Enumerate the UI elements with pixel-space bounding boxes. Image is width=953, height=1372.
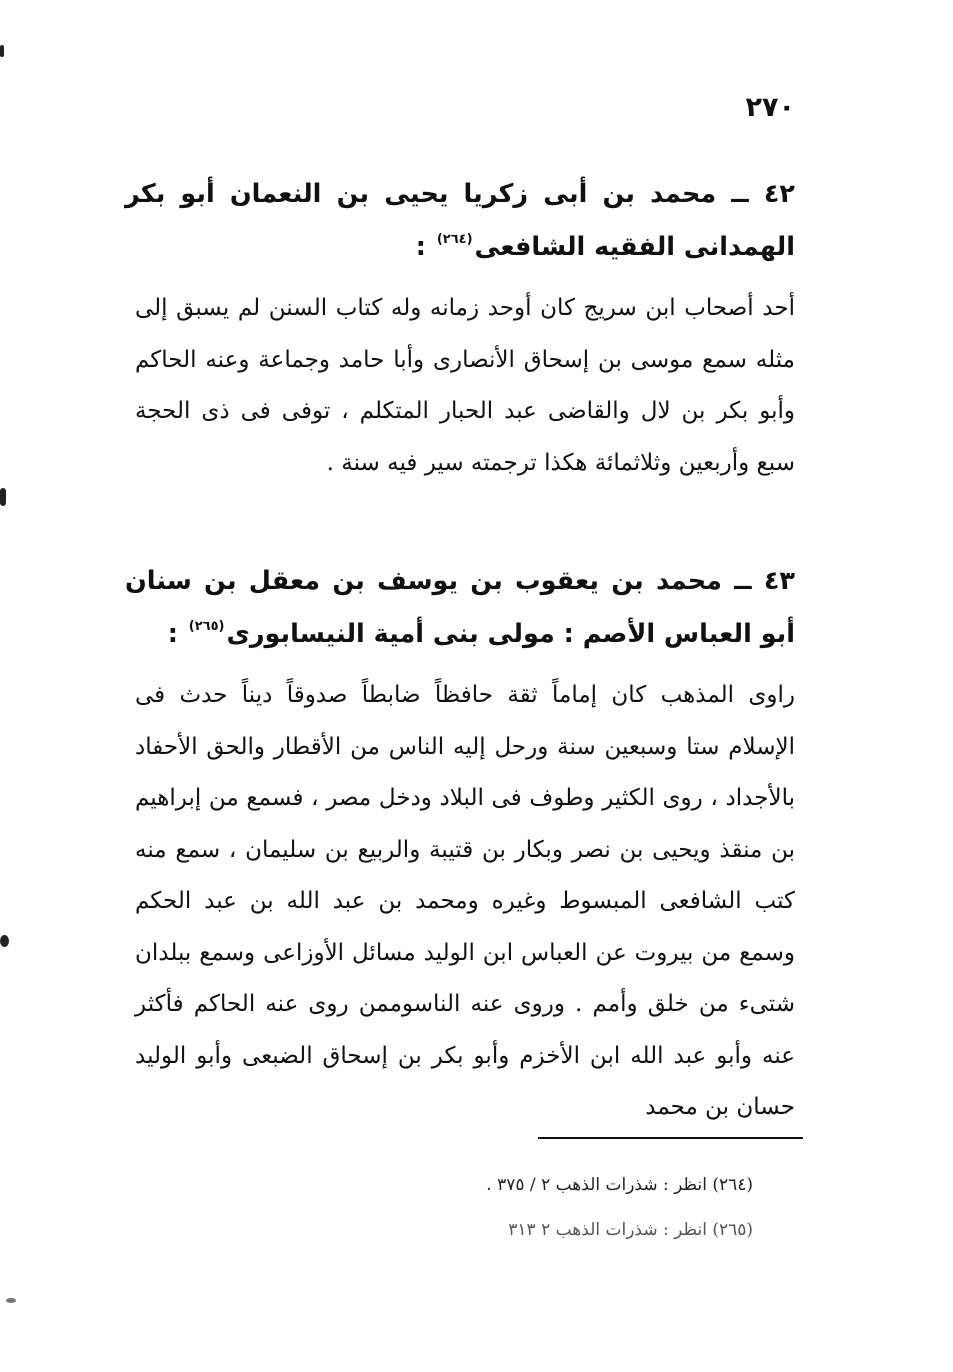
scan-speck-left-top <box>0 45 4 57</box>
entry-43-heading-colon: : <box>167 619 178 649</box>
footnote-264: (٢٦٤) انظر : شذرات الذهب ٢ / ٣٧٥ . <box>486 1175 753 1195</box>
footnote-ref-265: (٢٦٥) <box>188 619 225 634</box>
entry-43-heading-text: ٤٣ ــ محمد بن يعقوب بن يوسف بن معقل بن سنان أبو العباس الأصم : مولى بنى أمية النيسابورى <box>125 566 795 649</box>
scan-speck-left-lower <box>0 935 9 947</box>
footnote-265: (٢٦٥) انظر : شذرات الذهب ٢ ٣١٣ <box>508 1220 753 1240</box>
entry-42-body: أحد أصحاب ابن سريج كان أوحد زمانه وله كتاب السنن لم يسبق إلى مثله سمع موسى بن إسحاق الأنصارى وأبا حامد وجماعة وعنه الحاكم وأبو بكر بن لال والقاضى عبد الحبار المتكلم ، توفى فى ذى الحجة سبع وأربعين وثلاثمائة هكذا ترجمته سير فيه سنة . <box>135 295 795 476</box>
entry-42-heading <box>125 168 795 274</box>
scan-speck-bottom-left <box>6 1298 16 1303</box>
scan-speck-left-middle <box>0 488 6 506</box>
entry-42-heading-text: ٤٢ ــ محمد بن أبى زكريا يحيى بن النعمان أبو بكر الهمدانى الفقيه الشافعى <box>125 179 795 262</box>
footnote-ref-264: (٢٦٤) <box>436 232 473 247</box>
page-number: ٢٧٠ <box>745 92 795 123</box>
entry-42-heading-colon: : <box>415 232 426 262</box>
entry-43-body: راوى المذهب كان إماماً ثقة حافظاً ضابطاً صدوقاً ديناً حدث فى الإسلام ستا وسبعين سنة ورحل إليه الناس من الأقطار والحق الأحفاد بالأجداد ، روى الكثير وطوف فى البلاد ودخل مصر ، فسمع من إبراهيم بن منقذ ويحيى بن نصر وبكار بن قتيبة والربيع بن سليمان ، سمع منه كتب الشافعى المبسوط وغيره ومحمد بن عبد الله بن عبد الحكم وسمع من بيروت عن العباس ابن الوليد مسائل الأوزاعى وسمع ببلدان شتىء من خلق وأمم . وروى عنه الناسوممن روى عنه الحاكم فأكثر عنه وأبو عبد الله ابن الأخزم وأبو بكر بن إسحاق الضبعى وأبو الوليد حسان بن محمد <box>135 682 795 1120</box>
footnote-divider <box>538 1137 803 1139</box>
entry-43-heading <box>125 555 795 661</box>
